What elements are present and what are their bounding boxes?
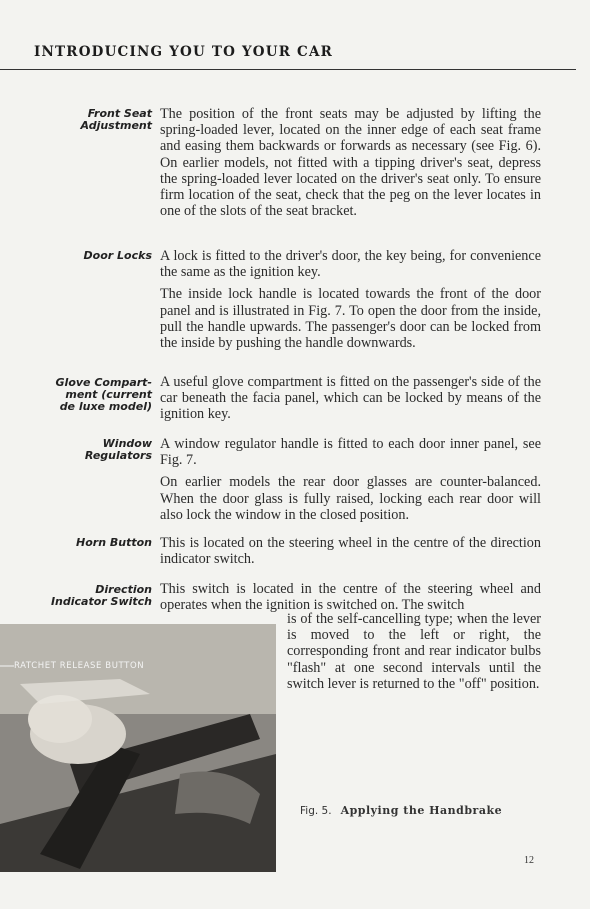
figure-number: Fig. 5. — [300, 805, 332, 817]
label-line: Glove Compart- — [55, 376, 152, 389]
section-body-horn-button — [160, 535, 541, 573]
page-number: 12 — [524, 855, 534, 866]
section-label-door-locks — [20, 250, 152, 262]
direction-indicator-continuation — [287, 611, 541, 692]
label-line: ment (current — [65, 388, 152, 401]
ratchet-callout: RATCHET RELEASE BUTTON — [14, 661, 145, 671]
label-line: Front Seat — [87, 107, 152, 120]
paragraph: A window regulator handle is fitted to each door inner panel, see Fig. 7. — [160, 436, 541, 469]
paragraph: This switch is located in the centre of the steering wheel and operates when the ignition is switched on. The switch — [160, 581, 541, 614]
handbrake-photo — [0, 624, 276, 872]
paragraph: This is located on the steering wheel in the centre of the direction indicator switch. — [160, 535, 541, 568]
section-body-window-regulators — [160, 436, 541, 529]
label-line: Adjustment — [80, 119, 152, 132]
paragraph: On earlier models the rear door glasses are counter-balanced. When the door glass is fully raised, locking each rear door will also lock the window in the closed position. — [160, 474, 541, 523]
paragraph: A useful glove compartment is fitted on the passenger's side of the car beneath the facia panel, which can be locked by means of the ignition key. — [160, 374, 541, 423]
section-label-window-regulators — [20, 438, 152, 462]
section-label-glove-compartment — [20, 377, 152, 413]
section-body-door-locks — [160, 248, 541, 357]
section-body-front-seat — [160, 106, 541, 225]
header-rule — [0, 69, 576, 70]
paragraph: The position of the front seats may be adjusted by lifting the spring-loaded lever, located on the inner edge of each seat frame and easing them backwards or forwards as necessary (see Fig. 6). On earlier models, not fitted with a tipping driver's seat, depress the spring-loaded lever located on the driver's seat only. To ensure firm location of the seat, check that the peg on the lever locates in one of the slots of the seat bracket. — [160, 106, 541, 220]
figure-title: Applying the Handbrake — [340, 804, 503, 817]
label-line: Regulators — [84, 449, 152, 462]
section-label-direction-indicator — [20, 584, 152, 608]
label-line: Direction — [95, 583, 152, 596]
label-line: Window — [102, 437, 152, 450]
label-line: Door Locks — [83, 249, 152, 262]
page-header: INTRODUCING YOU TO YOUR CAR — [34, 44, 334, 60]
paragraph: is of the self-cancelling type; when the lever is moved to the left or right, the corresponding front and rear indicator bulbs "flash" at one second intervals until the switch lever is returned to the "off" position. — [287, 611, 541, 692]
label-line: Horn Button — [76, 536, 152, 549]
section-body-glove-compartment — [160, 374, 541, 429]
label-line: Indicator Switch — [50, 595, 152, 608]
paragraph: The inside lock handle is located towards the front of the door panel and is illustrated in Fig. 7. To open the door from the inside, pull the handle upwards. The passenger's door can be locked from the inside by pushing the handle downwards. — [160, 286, 541, 352]
section-label-horn-button — [20, 537, 152, 549]
paragraph: A lock is fitted to the driver's door, the key being, for convenience the same as the ignition key. — [160, 248, 541, 281]
figure-caption — [300, 803, 502, 818]
label-line: de luxe model) — [59, 400, 152, 413]
section-label-front-seat — [20, 108, 152, 132]
